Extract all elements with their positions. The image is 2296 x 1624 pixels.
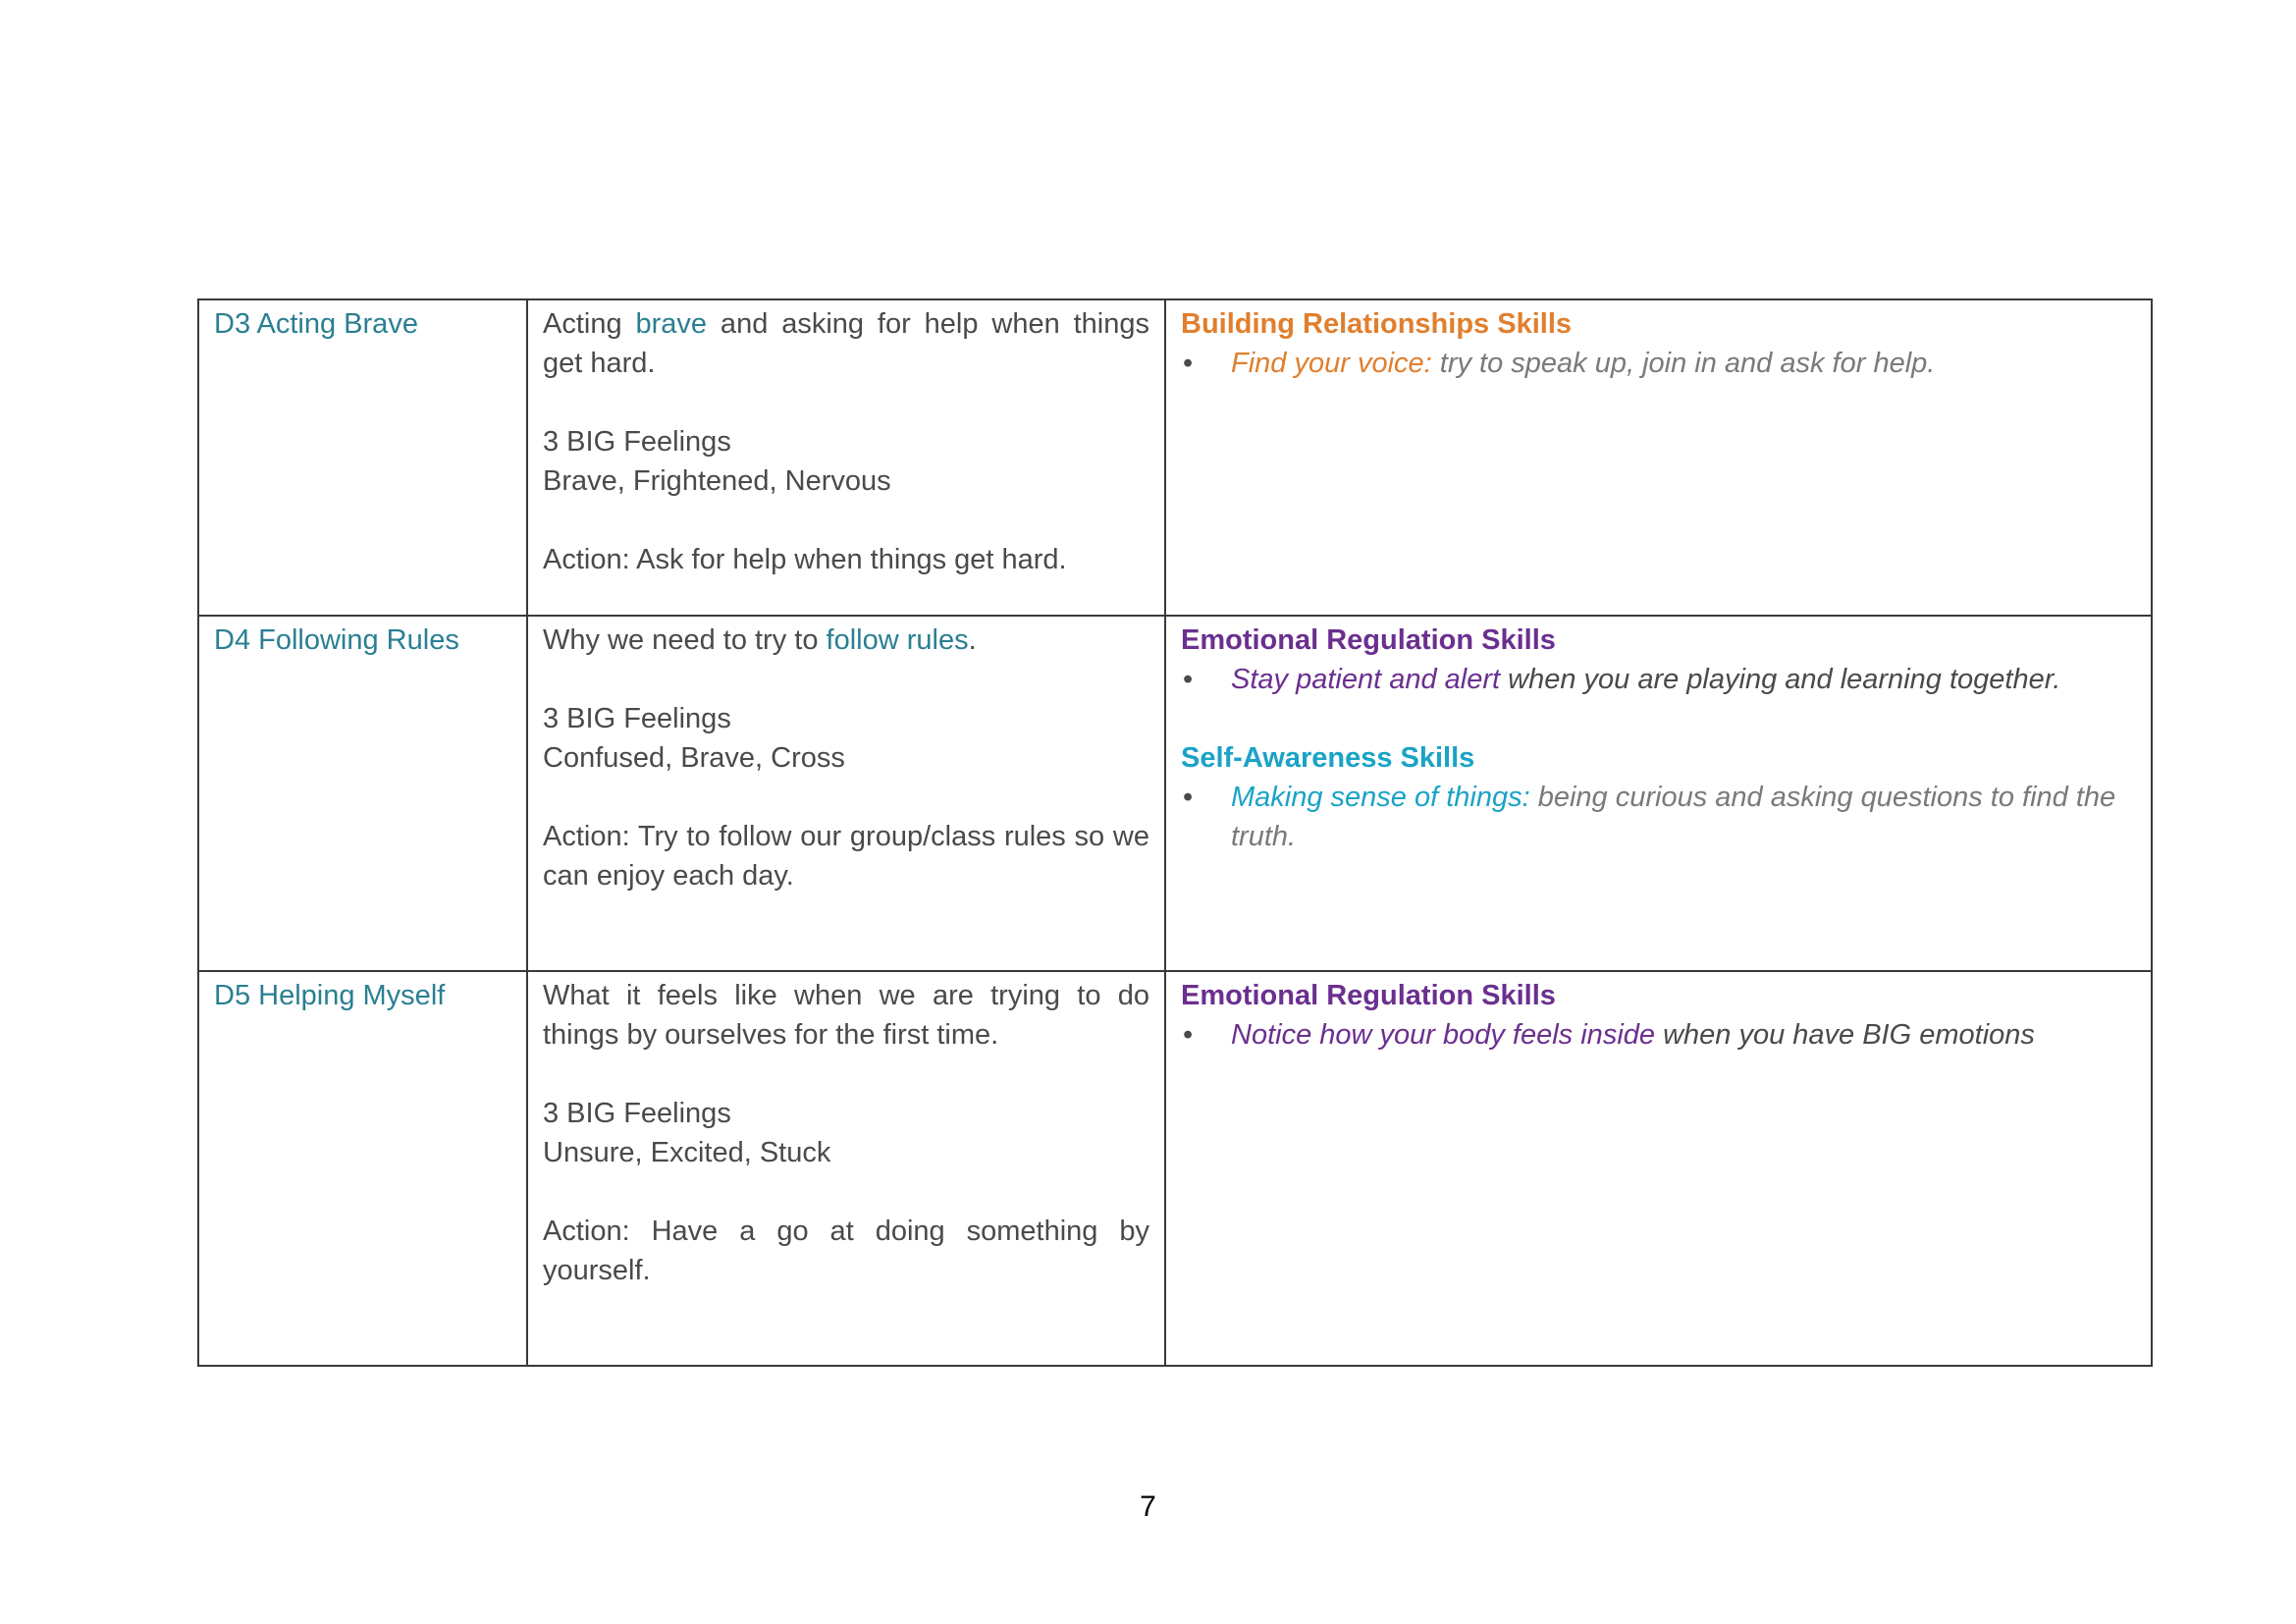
description-text: Acting [543, 308, 636, 340]
skill-list [1181, 778, 2136, 856]
description-cell [527, 616, 1165, 971]
table-row [198, 299, 2152, 616]
description-intro [543, 621, 1149, 660]
skill-heading: Self-Awareness Skills [1181, 742, 1475, 774]
description-text: Why we need to try to [543, 624, 827, 656]
feelings-list: Confused, Brave, Cross [543, 742, 845, 774]
action-text: Action: Ask for help when things get hard. [543, 544, 1067, 575]
skill-item [1181, 1015, 2136, 1055]
action-text: Action: Have a go at doing something by yourself. [543, 1216, 1149, 1286]
unit-title: D4 Following Rules [214, 624, 459, 656]
description-text: . [968, 624, 977, 656]
skill-item [1181, 778, 2136, 856]
description-keyword: brave [635, 308, 708, 340]
skill-detail: when you are playing and learning together. [1500, 664, 2061, 695]
skill-item [1181, 660, 2136, 699]
bullet-icon: • [1183, 664, 1194, 695]
feelings-list: Brave, Frightened, Nervous [543, 465, 891, 497]
skill-heading: Emotional Regulation Skills [1181, 624, 1556, 656]
skill-lead: Stay patient and alert [1231, 664, 1501, 695]
skills-cell [1165, 971, 2152, 1366]
skills-cell [1165, 616, 2152, 971]
description-text: and asking for help when things get hard. [543, 308, 1149, 379]
feelings-heading: 3 BIG Feelings [543, 703, 731, 734]
skill-heading: Building Relationships Skills [1181, 308, 1572, 340]
description-keyword: follow rules [826, 624, 969, 656]
feelings-list: Unsure, Excited, Stuck [543, 1137, 831, 1168]
action-text: Action: Try to follow our group/class rules so we can enjoy each day. [543, 821, 1149, 892]
unit-title-cell [198, 616, 527, 971]
skill-list [1181, 344, 2136, 383]
description-intro: What it feels like when we are trying to do things by ourselves for the first time. [543, 980, 1149, 1051]
skill-detail: try to speak up, join in and ask for help. [1431, 348, 1936, 379]
table-row [198, 971, 2152, 1366]
skill-detail: being curious and asking questions to find the truth. [1231, 782, 2116, 852]
unit-title-cell [198, 299, 527, 616]
feelings-heading: 3 BIG Feelings [543, 1098, 731, 1129]
table-row [198, 616, 2152, 971]
description-cell [527, 971, 1165, 1366]
unit-title-cell [198, 971, 527, 1366]
description-intro [543, 304, 1149, 383]
unit-title: D3 Acting Brave [214, 308, 418, 340]
bullet-icon: • [1183, 348, 1194, 379]
skill-lead: Notice how your body feels inside [1231, 1019, 1656, 1051]
page-number: 7 [1140, 1490, 1156, 1523]
skill-list [1181, 660, 2136, 699]
skills-cell [1165, 299, 2152, 616]
description-cell [527, 299, 1165, 616]
skill-lead: Find your voice: [1231, 348, 1432, 379]
skill-lead: Making sense of things: [1231, 782, 1530, 813]
skill-item [1181, 344, 2136, 383]
bullet-icon: • [1183, 1019, 1194, 1051]
skill-detail: when you have BIG emotions [1655, 1019, 2035, 1051]
feelings-heading: 3 BIG Feelings [543, 426, 731, 458]
skill-heading: Emotional Regulation Skills [1181, 980, 1556, 1011]
bullet-icon: • [1183, 782, 1194, 813]
unit-title: D5 Helping Myself [214, 980, 446, 1011]
skill-list [1181, 1015, 2136, 1055]
lesson-plan-table [197, 298, 2153, 1367]
